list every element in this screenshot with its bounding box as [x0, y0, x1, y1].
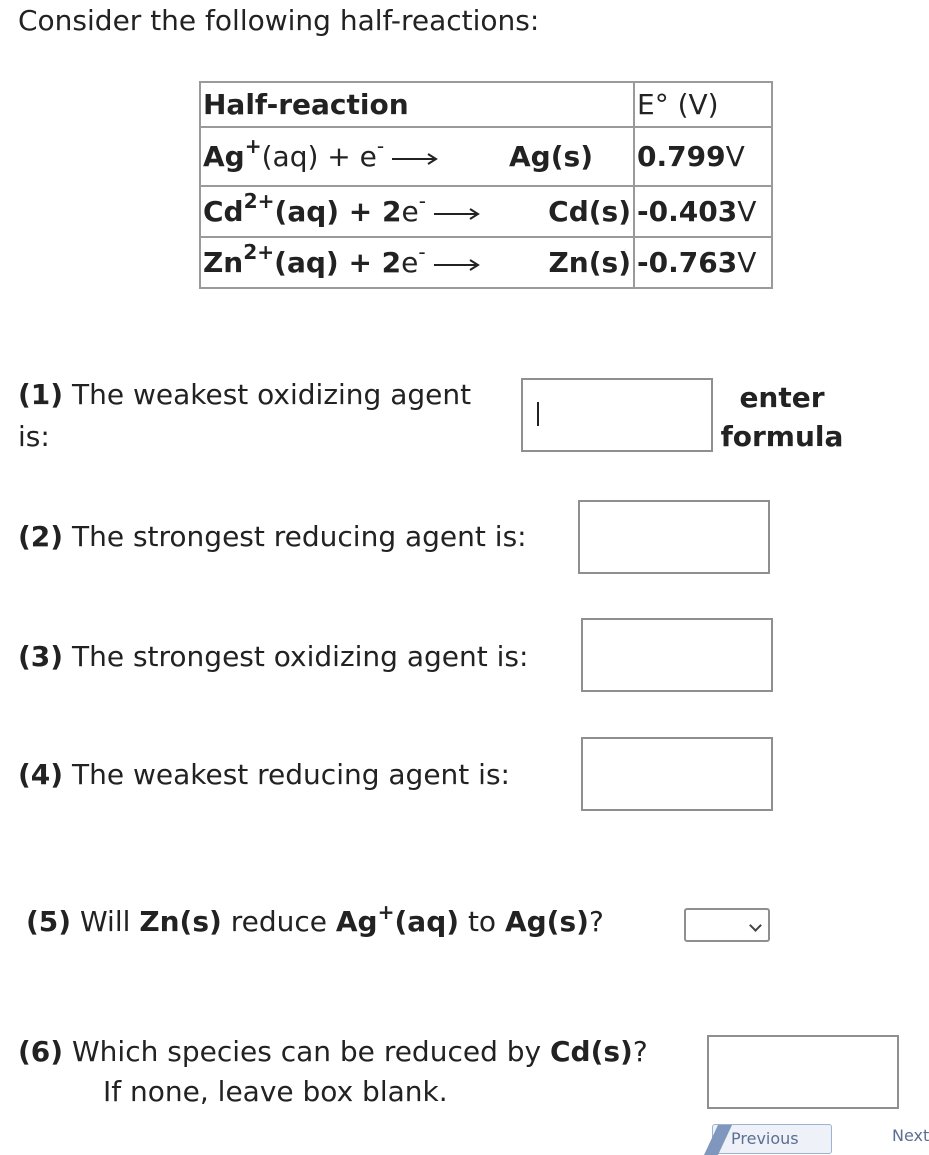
table-header-row [200, 82, 772, 127]
potential-cd: -0.403V [634, 186, 772, 237]
reaction-arrow-icon [434, 249, 480, 277]
reactant-species: Zn [203, 245, 244, 279]
reaction-zn [203, 240, 631, 279]
answer-2-input[interactable] [578, 500, 770, 574]
electron-charge: - [418, 189, 427, 214]
electron-charge: - [376, 134, 385, 159]
question-2-text: (2) The strongest reducing agent is: [18, 520, 527, 553]
reactant-rest: (aq) + 2 [274, 245, 402, 279]
reactant-rest: (aq) + 2 [274, 194, 402, 228]
answer-4-input[interactable] [581, 737, 773, 811]
question-5-text: (5) Will Zn(s) reduce Ag+(aq) to Ag(s)? [26, 899, 604, 938]
intro-text: Consider the following half-reactions: [18, 4, 540, 37]
electron-charge: - [418, 240, 426, 265]
text-cursor [537, 402, 539, 426]
answer-1-input[interactable] [521, 378, 713, 452]
potential-zn: -0.763V [634, 237, 772, 288]
answer-1-hint: enter formula [720, 381, 844, 453]
reactant-charge: 2+ [243, 189, 275, 214]
question-6-note: If none, leave box blank. [103, 1075, 448, 1108]
question-1-text-line2: is: [18, 420, 50, 453]
potential-ag: 0.799V [634, 127, 772, 186]
question-4-text: (4) The weakest reducing agent is: [18, 758, 510, 791]
next-button[interactable]: Next [892, 1126, 929, 1145]
product-species: Ag(s) [509, 139, 593, 173]
answer-5-select[interactable] [684, 908, 770, 942]
reactant-charge: + [244, 134, 262, 159]
reactant-species: Cd [203, 194, 244, 228]
header-potential: E° (V) [634, 82, 772, 127]
reactant-species: Ag [203, 139, 245, 173]
reaction-cd [203, 189, 631, 228]
table-row [200, 237, 772, 288]
half-reaction-table [199, 81, 773, 289]
header-half-reaction: Half-reaction [200, 82, 634, 127]
question-6-text: (6) Which species can be reduced by Cd(s)? [18, 1035, 648, 1068]
answer-6-input[interactable] [707, 1035, 899, 1109]
reaction-arrow-icon [434, 198, 480, 226]
answer-3-input[interactable] [581, 618, 773, 692]
reaction-arrow-icon [392, 143, 438, 171]
electron-symbol: e [401, 245, 419, 279]
reaction-ag [203, 134, 631, 173]
product-species: Cd(s) [548, 194, 631, 228]
chevron-down-icon [749, 919, 762, 932]
question-3-text: (3) The strongest oxidizing agent is: [18, 640, 529, 673]
table-row [200, 186, 772, 237]
table-row [200, 127, 772, 186]
question-1-text: (1) The weakest oxidizing agent [18, 378, 472, 411]
electron-symbol: e [359, 139, 377, 173]
previous-button[interactable]: Previous [712, 1124, 832, 1154]
reactant-rest: (aq) + [261, 139, 360, 173]
reactant-charge: 2+ [243, 240, 275, 265]
previous-button-edge [704, 1125, 732, 1155]
product-species: Zn(s) [548, 245, 631, 279]
electron-symbol: e [401, 194, 419, 228]
